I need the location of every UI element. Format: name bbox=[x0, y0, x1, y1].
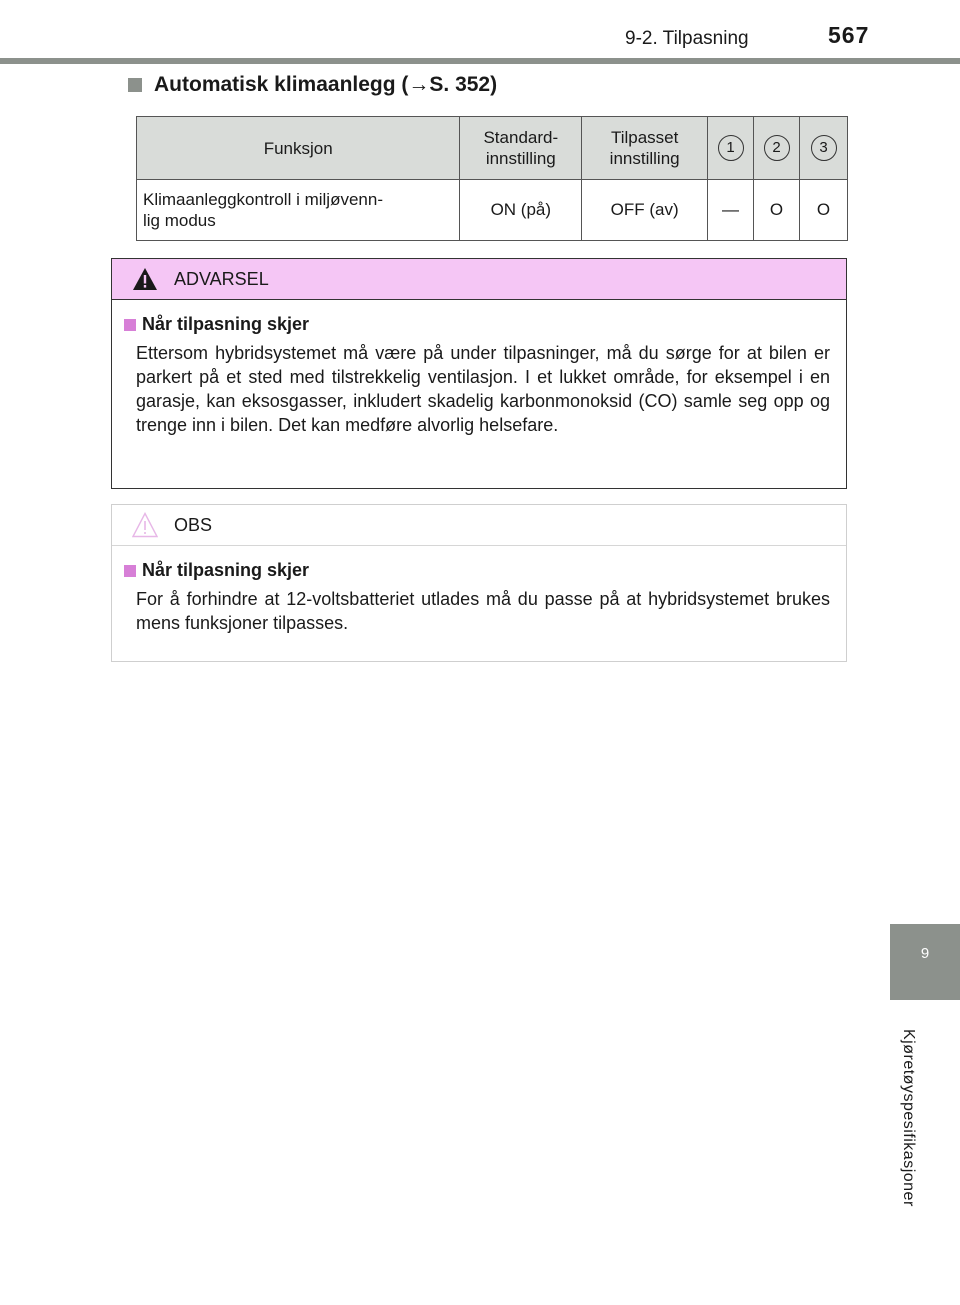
header-default: Standard- innstilling bbox=[460, 117, 582, 180]
header-custom: Tilpasset innstilling bbox=[582, 117, 708, 180]
notice-subheading-text: Når tilpasning skjer bbox=[142, 560, 310, 580]
caution-triangle-icon bbox=[132, 512, 158, 538]
notice-subheading bbox=[124, 560, 830, 581]
cell-custom: OFF (av) bbox=[582, 180, 708, 241]
chapter-label-text: Kjøretøyspesifikasjoner bbox=[900, 1029, 917, 1207]
header-col2 bbox=[754, 117, 800, 180]
header-function: Funksjon bbox=[137, 117, 460, 180]
warning-subheading-text: Når tilpasning skjer bbox=[142, 314, 310, 334]
warning-box bbox=[111, 258, 847, 489]
warning-body bbox=[112, 300, 846, 437]
square-bullet-icon bbox=[124, 319, 136, 331]
warning-title: ADVARSEL bbox=[174, 268, 269, 289]
cell-col3: O bbox=[800, 180, 848, 241]
header-rule bbox=[0, 58, 960, 64]
circled-number-1: 1 bbox=[718, 135, 744, 161]
table-row bbox=[137, 180, 848, 241]
notice-box bbox=[111, 504, 847, 662]
table-header-row bbox=[137, 117, 848, 180]
warning-header bbox=[112, 259, 846, 300]
notice-text: For å forhindre at 12-voltsbatteriet utlades må du passe på at hybridsystemet brukes mens funksjoner tilpasses. bbox=[136, 589, 830, 633]
square-bullet-icon bbox=[124, 565, 136, 577]
warning-text: Ettersom hybridsystemet må være på under tilpasninger, må du sørge for at bilen er parkert på et sted med tilstrekkelig ventilasjon. I et lukket område, for eksempel i en garasje, kan eksosgasser, inkludert skadelig karbonmonoksid (CO) samle seg opp og trenge inn i bilen. Det kan medføre alvorlig helsefare. bbox=[136, 343, 830, 435]
chapter-tab: 9 bbox=[890, 924, 960, 1000]
section-title-text: Automatisk klimaanlegg (→S. 352) bbox=[154, 73, 498, 96]
notice-title: OBS bbox=[174, 514, 213, 535]
header-section-title: 9-2. Tilpasning bbox=[625, 28, 749, 49]
square-bullet-icon bbox=[128, 78, 142, 92]
cell-function: Klimaanleggkontroll i miljøvenn- lig modus bbox=[137, 180, 460, 241]
header-col1 bbox=[708, 117, 754, 180]
warning-subheading bbox=[124, 314, 830, 335]
circled-number-3: 3 bbox=[811, 135, 837, 161]
notice-header bbox=[112, 505, 846, 546]
page-number: 567 bbox=[828, 22, 870, 48]
warning-triangle-icon bbox=[132, 267, 158, 291]
cell-col2: O bbox=[754, 180, 800, 241]
chapter-label bbox=[888, 1008, 928, 1228]
cell-default: ON (på) bbox=[460, 180, 582, 241]
header-col3 bbox=[800, 117, 848, 180]
customization-table bbox=[136, 116, 848, 241]
cell-col1: — bbox=[708, 180, 754, 241]
notice-body bbox=[112, 546, 846, 635]
circled-number-2: 2 bbox=[764, 135, 790, 161]
section-title bbox=[128, 73, 497, 97]
